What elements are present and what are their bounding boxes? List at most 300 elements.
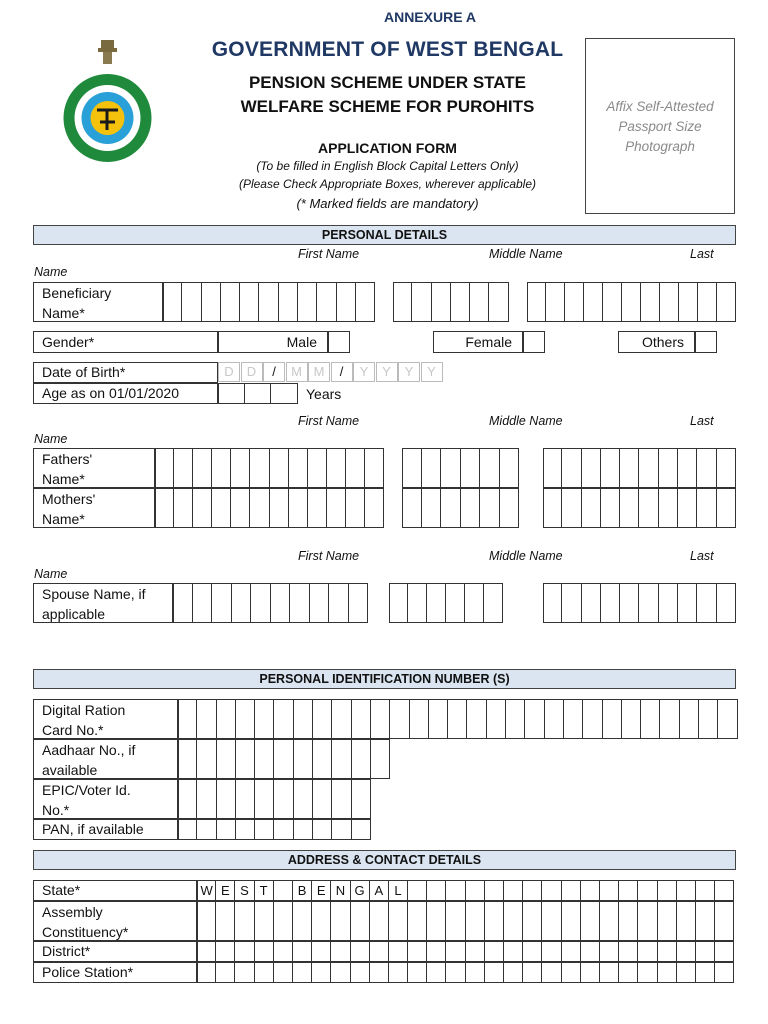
input-cell[interactable] xyxy=(202,282,221,322)
input-cell[interactable] xyxy=(308,448,327,488)
input-cell[interactable] xyxy=(352,779,371,819)
input-cell[interactable] xyxy=(523,941,542,962)
state-letter-cell[interactable]: L xyxy=(389,880,408,901)
input-cell[interactable] xyxy=(313,699,332,739)
input-cell[interactable] xyxy=(489,282,508,322)
input-cell[interactable] xyxy=(217,699,236,739)
input-cell[interactable] xyxy=(523,901,542,941)
state-letter-cell[interactable]: G xyxy=(351,880,370,901)
input-cell[interactable] xyxy=(217,779,236,819)
spouse-middle-name-cells[interactable] xyxy=(389,583,503,623)
input-cell[interactable] xyxy=(461,488,481,528)
photo-box[interactable] xyxy=(585,38,735,214)
input-cell[interactable] xyxy=(370,962,389,983)
input-cell[interactable] xyxy=(658,962,677,983)
input-cell[interactable] xyxy=(470,282,489,322)
input-cell[interactable] xyxy=(410,699,429,739)
input-cell[interactable] xyxy=(163,282,182,322)
input-cell[interactable] xyxy=(217,819,236,840)
input-cell[interactable] xyxy=(351,941,370,962)
input-cell[interactable] xyxy=(601,448,620,488)
input-cell[interactable] xyxy=(446,941,465,962)
input-cell[interactable] xyxy=(641,699,660,739)
input-cell[interactable] xyxy=(696,901,715,941)
input-cell[interactable] xyxy=(312,962,331,983)
input-cell[interactable] xyxy=(274,699,293,739)
input-cell[interactable] xyxy=(660,282,679,322)
input-cell[interactable] xyxy=(581,962,600,983)
input-cell[interactable] xyxy=(562,448,581,488)
input-cell[interactable] xyxy=(504,962,523,983)
input-cell[interactable] xyxy=(408,962,427,983)
beneficiary-first-name-cells[interactable] xyxy=(163,282,375,322)
input-cell[interactable] xyxy=(293,901,312,941)
state-letter-cell[interactable] xyxy=(638,880,657,901)
input-cell[interactable] xyxy=(601,488,620,528)
input-cell[interactable] xyxy=(313,739,332,779)
input-cell[interactable] xyxy=(346,488,365,528)
dob-cell[interactable]: D xyxy=(218,362,240,382)
input-cell[interactable] xyxy=(562,901,581,941)
input-cell[interactable] xyxy=(412,282,431,322)
input-cell[interactable] xyxy=(487,699,506,739)
input-cell[interactable] xyxy=(231,448,250,488)
input-cell[interactable] xyxy=(294,779,313,819)
input-cell[interactable] xyxy=(274,901,293,941)
input-cell[interactable] xyxy=(715,901,734,941)
input-cell[interactable] xyxy=(678,488,697,528)
input-cell[interactable] xyxy=(274,779,293,819)
input-cell[interactable] xyxy=(327,488,346,528)
input-cell[interactable] xyxy=(717,448,736,488)
input-cell[interactable] xyxy=(582,448,601,488)
input-cell[interactable] xyxy=(197,819,216,840)
input-cell[interactable] xyxy=(600,962,619,983)
mothers-middle-name-cells[interactable] xyxy=(402,488,519,528)
assembly-cells[interactable] xyxy=(197,901,734,941)
input-cell[interactable] xyxy=(356,282,375,322)
input-cell[interactable] xyxy=(603,699,622,739)
state-cells[interactable] xyxy=(197,880,734,901)
input-cell[interactable] xyxy=(197,739,216,779)
input-cell[interactable] xyxy=(332,779,351,819)
input-cell[interactable] xyxy=(293,941,312,962)
input-cell[interactable] xyxy=(178,819,197,840)
pan-cells[interactable] xyxy=(178,819,371,840)
input-cell[interactable] xyxy=(274,962,293,983)
female-checkbox[interactable] xyxy=(523,331,545,353)
input-cell[interactable] xyxy=(313,819,332,840)
input-cell[interactable] xyxy=(255,941,274,962)
input-cell[interactable] xyxy=(480,448,500,488)
state-letter-cell[interactable] xyxy=(658,880,677,901)
input-cell[interactable] xyxy=(173,583,193,623)
input-cell[interactable] xyxy=(600,901,619,941)
dob-cell[interactable]: Y xyxy=(398,362,420,382)
input-cell[interactable] xyxy=(677,901,696,941)
age-cell-1[interactable] xyxy=(218,383,245,404)
input-cell[interactable] xyxy=(232,583,252,623)
state-letter-cell[interactable] xyxy=(408,880,427,901)
input-cell[interactable] xyxy=(639,488,658,528)
input-cell[interactable] xyxy=(255,699,274,739)
input-cell[interactable] xyxy=(562,962,581,983)
male-checkbox[interactable] xyxy=(328,331,350,353)
input-cell[interactable] xyxy=(638,962,657,983)
input-cell[interactable] xyxy=(717,282,736,322)
input-cell[interactable] xyxy=(352,819,371,840)
input-cell[interactable] xyxy=(451,282,470,322)
input-cell[interactable] xyxy=(255,962,274,983)
input-cell[interactable] xyxy=(466,901,485,941)
input-cell[interactable] xyxy=(271,583,291,623)
input-cell[interactable] xyxy=(422,448,442,488)
input-cell[interactable] xyxy=(289,488,308,528)
input-cell[interactable] xyxy=(601,583,620,623)
input-cell[interactable] xyxy=(638,941,657,962)
epic-cells[interactable] xyxy=(178,779,371,819)
input-cell[interactable] xyxy=(197,962,216,983)
input-cell[interactable] xyxy=(174,488,193,528)
dob-cell[interactable]: Y xyxy=(353,362,375,382)
input-cell[interactable] xyxy=(677,962,696,983)
input-cell[interactable] xyxy=(332,739,351,779)
input-cell[interactable] xyxy=(696,962,715,983)
ration-card-cells[interactable] xyxy=(178,699,738,739)
input-cell[interactable] xyxy=(337,282,356,322)
input-cell[interactable] xyxy=(294,699,313,739)
age-cell-2[interactable] xyxy=(244,383,271,404)
dob-cell[interactable]: Y xyxy=(376,362,398,382)
input-cell[interactable] xyxy=(389,941,408,962)
input-cell[interactable] xyxy=(393,282,412,322)
input-cell[interactable] xyxy=(659,448,678,488)
state-letter-cell[interactable] xyxy=(542,880,561,901)
input-cell[interactable] xyxy=(485,941,504,962)
state-letter-cell[interactable] xyxy=(274,880,293,901)
input-cell[interactable] xyxy=(197,779,216,819)
input-cell[interactable] xyxy=(699,699,718,739)
dob-cell[interactable]: M xyxy=(286,362,308,382)
state-letter-cell[interactable]: B xyxy=(293,880,312,901)
input-cell[interactable] xyxy=(525,699,544,739)
input-cell[interactable] xyxy=(543,448,562,488)
input-cell[interactable] xyxy=(290,583,310,623)
input-cell[interactable] xyxy=(422,488,442,528)
input-cell[interactable] xyxy=(279,282,298,322)
input-cell[interactable] xyxy=(600,941,619,962)
input-cell[interactable] xyxy=(718,699,737,739)
input-cell[interactable] xyxy=(697,448,716,488)
input-cell[interactable] xyxy=(622,282,641,322)
age-cell-3[interactable] xyxy=(270,383,298,404)
input-cell[interactable] xyxy=(390,699,409,739)
input-cell[interactable] xyxy=(546,282,565,322)
input-cell[interactable] xyxy=(274,941,293,962)
input-cell[interactable] xyxy=(155,488,174,528)
state-letter-cell[interactable] xyxy=(696,880,715,901)
input-cell[interactable] xyxy=(658,901,677,941)
input-cell[interactable] xyxy=(371,739,390,779)
input-cell[interactable] xyxy=(441,448,461,488)
input-cell[interactable] xyxy=(641,282,660,322)
state-letter-cell[interactable]: A xyxy=(370,880,389,901)
input-cell[interactable] xyxy=(659,583,678,623)
input-cell[interactable] xyxy=(221,282,240,322)
input-cell[interactable] xyxy=(564,699,583,739)
input-cell[interactable] xyxy=(217,739,236,779)
state-letter-cell[interactable] xyxy=(427,880,446,901)
fathers-last-name-cells[interactable] xyxy=(543,448,736,488)
input-cell[interactable] xyxy=(429,699,448,739)
input-cell[interactable] xyxy=(446,901,465,941)
input-cell[interactable] xyxy=(216,941,235,962)
input-cell[interactable] xyxy=(543,488,562,528)
input-cell[interactable] xyxy=(178,779,197,819)
input-cell[interactable] xyxy=(427,941,446,962)
input-cell[interactable] xyxy=(658,941,677,962)
input-cell[interactable] xyxy=(545,699,564,739)
input-cell[interactable] xyxy=(346,448,365,488)
input-cell[interactable] xyxy=(583,699,602,739)
spouse-first-name-cells[interactable] xyxy=(173,583,368,623)
input-cell[interactable] xyxy=(446,583,465,623)
state-letter-cell[interactable] xyxy=(581,880,600,901)
input-cell[interactable] xyxy=(461,448,481,488)
input-cell[interactable] xyxy=(327,448,346,488)
mothers-last-name-cells[interactable] xyxy=(543,488,736,528)
state-letter-cell[interactable] xyxy=(523,880,542,901)
input-cell[interactable] xyxy=(465,583,484,623)
input-cell[interactable] xyxy=(236,819,255,840)
input-cell[interactable] xyxy=(581,901,600,941)
input-cell[interactable] xyxy=(182,282,201,322)
input-cell[interactable] xyxy=(270,448,289,488)
input-cell[interactable] xyxy=(484,583,503,623)
input-cell[interactable] xyxy=(255,779,274,819)
input-cell[interactable] xyxy=(506,699,525,739)
fathers-first-name-cells[interactable] xyxy=(155,448,384,488)
input-cell[interactable] xyxy=(639,583,658,623)
input-cell[interactable] xyxy=(638,901,657,941)
input-cell[interactable] xyxy=(352,739,371,779)
state-letter-cell[interactable]: E xyxy=(216,880,235,901)
input-cell[interactable] xyxy=(329,583,349,623)
input-cell[interactable] xyxy=(408,901,427,941)
input-cell[interactable] xyxy=(619,962,638,983)
input-cell[interactable] xyxy=(259,282,278,322)
others-checkbox[interactable] xyxy=(695,331,717,353)
input-cell[interactable] xyxy=(441,488,461,528)
input-cell[interactable] xyxy=(504,901,523,941)
input-cell[interactable] xyxy=(332,699,351,739)
state-letter-cell[interactable]: N xyxy=(331,880,350,901)
input-cell[interactable] xyxy=(581,941,600,962)
input-cell[interactable] xyxy=(294,739,313,779)
state-letter-cell[interactable]: E xyxy=(312,880,331,901)
beneficiary-middle-name-cells[interactable] xyxy=(393,282,509,322)
input-cell[interactable] xyxy=(466,962,485,983)
dob-cell[interactable]: M xyxy=(308,362,330,382)
input-cell[interactable] xyxy=(466,941,485,962)
input-cell[interactable] xyxy=(197,941,216,962)
spouse-last-name-cells[interactable] xyxy=(543,583,736,623)
input-cell[interactable] xyxy=(371,699,390,739)
input-cell[interactable] xyxy=(193,583,213,623)
input-cell[interactable] xyxy=(485,901,504,941)
state-letter-cell[interactable]: W xyxy=(197,880,216,901)
input-cell[interactable] xyxy=(523,962,542,983)
input-cell[interactable] xyxy=(310,583,330,623)
input-cell[interactable] xyxy=(235,962,254,983)
input-cell[interactable] xyxy=(236,779,255,819)
state-letter-cell[interactable] xyxy=(562,880,581,901)
input-cell[interactable] xyxy=(677,941,696,962)
input-cell[interactable] xyxy=(680,699,699,739)
input-cell[interactable] xyxy=(270,488,289,528)
input-cell[interactable] xyxy=(308,488,327,528)
input-cell[interactable] xyxy=(370,941,389,962)
beneficiary-last-name-cells[interactable] xyxy=(527,282,736,322)
input-cell[interactable] xyxy=(715,962,734,983)
state-letter-cell[interactable] xyxy=(466,880,485,901)
state-letter-cell[interactable] xyxy=(600,880,619,901)
input-cell[interactable] xyxy=(389,962,408,983)
input-cell[interactable] xyxy=(697,488,716,528)
input-cell[interactable] xyxy=(178,739,197,779)
input-cell[interactable] xyxy=(485,962,504,983)
input-cell[interactable] xyxy=(565,282,584,322)
input-cell[interactable] xyxy=(432,282,451,322)
state-letter-cell[interactable] xyxy=(446,880,465,901)
state-letter-cell[interactable] xyxy=(619,880,638,901)
input-cell[interactable] xyxy=(448,699,467,739)
input-cell[interactable] xyxy=(622,699,641,739)
input-cell[interactable] xyxy=(427,962,446,983)
input-cell[interactable] xyxy=(178,699,197,739)
state-letter-cell[interactable] xyxy=(715,880,734,901)
input-cell[interactable] xyxy=(317,282,336,322)
input-cell[interactable] xyxy=(293,962,312,983)
input-cell[interactable] xyxy=(250,488,269,528)
state-letter-cell[interactable] xyxy=(485,880,504,901)
input-cell[interactable] xyxy=(480,488,500,528)
input-cell[interactable] xyxy=(365,488,384,528)
input-cell[interactable] xyxy=(542,941,561,962)
input-cell[interactable] xyxy=(255,819,274,840)
input-cell[interactable] xyxy=(620,583,639,623)
input-cell[interactable] xyxy=(352,699,371,739)
input-cell[interactable] xyxy=(715,941,734,962)
input-cell[interactable] xyxy=(660,699,679,739)
input-cell[interactable] xyxy=(542,901,561,941)
input-cell[interactable] xyxy=(619,941,638,962)
input-cell[interactable] xyxy=(389,901,408,941)
input-cell[interactable] xyxy=(698,282,717,322)
input-cell[interactable] xyxy=(365,448,384,488)
input-cell[interactable] xyxy=(294,819,313,840)
fathers-middle-name-cells[interactable] xyxy=(402,448,519,488)
state-letter-cell[interactable] xyxy=(677,880,696,901)
input-cell[interactable] xyxy=(216,901,235,941)
input-cell[interactable] xyxy=(236,739,255,779)
input-cell[interactable] xyxy=(584,282,603,322)
input-cell[interactable] xyxy=(603,282,622,322)
input-cell[interactable] xyxy=(240,282,259,322)
input-cell[interactable] xyxy=(389,583,408,623)
input-cell[interactable] xyxy=(332,819,351,840)
input-cell[interactable] xyxy=(620,488,639,528)
input-cell[interactable] xyxy=(193,488,212,528)
input-cell[interactable] xyxy=(197,901,216,941)
input-cell[interactable] xyxy=(255,739,274,779)
input-cell[interactable] xyxy=(697,583,716,623)
input-cell[interactable] xyxy=(193,448,212,488)
input-cell[interactable] xyxy=(527,282,546,322)
input-cell[interactable] xyxy=(562,488,581,528)
input-cell[interactable] xyxy=(298,282,317,322)
input-cell[interactable] xyxy=(312,901,331,941)
input-cell[interactable] xyxy=(408,941,427,962)
input-cell[interactable] xyxy=(216,962,235,983)
input-cell[interactable] xyxy=(331,941,350,962)
input-cell[interactable] xyxy=(289,448,308,488)
input-cell[interactable] xyxy=(500,448,520,488)
input-cell[interactable] xyxy=(231,488,250,528)
input-cell[interactable] xyxy=(717,583,736,623)
input-cell[interactable] xyxy=(619,901,638,941)
input-cell[interactable] xyxy=(543,583,562,623)
input-cell[interactable] xyxy=(349,583,369,623)
mothers-first-name-cells[interactable] xyxy=(155,488,384,528)
input-cell[interactable] xyxy=(402,488,422,528)
state-letter-cell[interactable]: T xyxy=(255,880,274,901)
input-cell[interactable] xyxy=(212,448,231,488)
input-cell[interactable] xyxy=(370,901,389,941)
input-cell[interactable] xyxy=(197,699,216,739)
input-cell[interactable] xyxy=(235,901,254,941)
input-cell[interactable] xyxy=(678,583,697,623)
input-cell[interactable] xyxy=(408,583,427,623)
input-cell[interactable] xyxy=(562,583,581,623)
input-cell[interactable] xyxy=(582,488,601,528)
input-cell[interactable] xyxy=(331,901,350,941)
input-cell[interactable] xyxy=(351,962,370,983)
input-cell[interactable] xyxy=(402,448,422,488)
input-cell[interactable] xyxy=(717,488,736,528)
input-cell[interactable] xyxy=(235,941,254,962)
input-cell[interactable] xyxy=(351,901,370,941)
input-cell[interactable] xyxy=(255,901,274,941)
input-cell[interactable] xyxy=(639,448,658,488)
input-cell[interactable] xyxy=(504,941,523,962)
state-letter-cell[interactable]: S xyxy=(235,880,254,901)
input-cell[interactable] xyxy=(678,448,697,488)
input-cell[interactable] xyxy=(312,941,331,962)
police-cells[interactable] xyxy=(197,962,734,983)
input-cell[interactable] xyxy=(562,941,581,962)
input-cell[interactable] xyxy=(427,901,446,941)
input-cell[interactable] xyxy=(696,941,715,962)
state-letter-cell[interactable] xyxy=(504,880,523,901)
input-cell[interactable] xyxy=(251,583,271,623)
input-cell[interactable] xyxy=(331,962,350,983)
input-cell[interactable] xyxy=(582,583,601,623)
aadhaar-cells[interactable] xyxy=(178,739,390,779)
input-cell[interactable] xyxy=(274,739,293,779)
input-cell[interactable] xyxy=(467,699,486,739)
input-cell[interactable] xyxy=(155,448,174,488)
